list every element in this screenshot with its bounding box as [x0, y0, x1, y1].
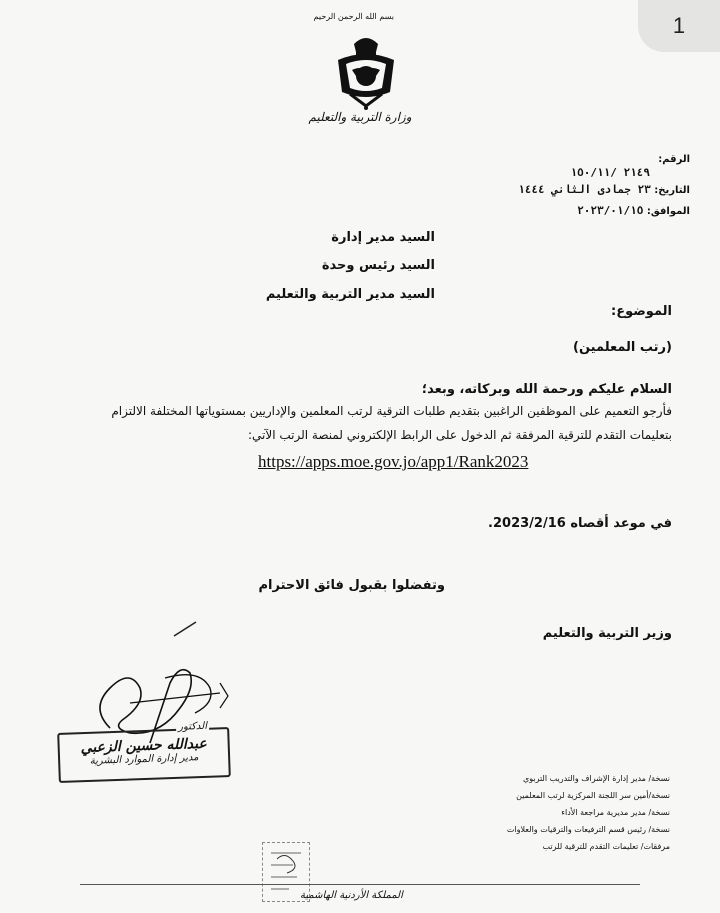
copy-item: نسخة/ رئيس قسم الترفيعات والترقيات والعلاوات — [506, 825, 670, 834]
signature-slash-mark — [170, 618, 200, 640]
crest-top-calligraphy: بسم الله الرحمن الرحيم — [313, 12, 394, 21]
deadline-line: في موعد أقصاه 2023/2/16. — [488, 516, 672, 531]
recipient-3: السيد مدير التربية والتعليم — [265, 287, 435, 302]
reference-date-label: التاريخ: — [654, 185, 690, 196]
recipient-1: السيد مدير إدارة — [331, 230, 435, 245]
reference-number-label: الرقم: — [658, 154, 690, 165]
stamp-name: عبدالله حسين الزعبي — [80, 735, 207, 757]
reference-corresponds-label: الموافق: — [646, 206, 690, 217]
subject-text: (رتب المعلمين) — [573, 340, 672, 355]
footer-divider — [80, 884, 640, 885]
ministry-name: وزارة التربية والتعليم — [308, 110, 412, 124]
signatory-title: وزير التربية والتعليم — [542, 626, 672, 641]
reference-number-value: ٢١٤٩ /١٥٠/١١ — [570, 166, 650, 179]
stamp-title: الدكتور — [178, 720, 208, 733]
attachments-item: مرفقات/ تعليمات التقدم للترقية للرتب — [542, 842, 670, 851]
reference-corresponds-row — [480, 204, 690, 217]
footer-text: المملكة الأردنية الهاشمية — [300, 890, 403, 901]
closing-line: وتفضلوا بقبول فائق الاحترام — [258, 578, 445, 593]
reference-corresponds-value: ٢٠٢٣/٠١/١٥ — [577, 204, 644, 217]
copy-item: نسخة/ مدير مديرية مراجعة الأداء — [561, 808, 670, 817]
salutation: السلام عليكم ورحمة الله وبركاته، وبعد؛ — [421, 382, 672, 397]
stamp-role: مدير إدارة الموارد البشرية — [89, 752, 199, 767]
copy-item: نسخة/أمين سر اللجنة المركزية لرتب المعلمين — [516, 791, 670, 800]
recipient-2: السيد رئيس وحدة — [321, 258, 435, 273]
reference-date-value: ٢٣ جمادى الثاني ١٤٤٤ — [518, 183, 651, 196]
reference-number-value-row — [480, 166, 690, 179]
body-paragraph-1: فأرجو التعميم على الموظفين الراغبين بتقديم طلبات الترقية لرتب المعلمين والإداريين بمستوياتها المختلفة الالتزام — [111, 404, 672, 418]
copies-list — [410, 770, 670, 855]
body-paragraph-2: بتعليمات التقدم للترقية المرفقة ثم الدخول على الرابط الإلكتروني لمنصة الرتب الآتي: — [247, 428, 672, 442]
copy-item: نسخة/ مدير إدارة الإشراف والتدريب التربوي — [522, 774, 670, 783]
reference-date-row — [480, 183, 690, 196]
page-number-badge — [638, 0, 720, 52]
subject-label: الموضوع: — [611, 304, 672, 319]
reference-number-row — [480, 152, 690, 165]
page-number: 1 — [672, 13, 686, 38]
jordan-crest-icon — [330, 30, 402, 110]
official-name-stamp — [57, 720, 231, 783]
rank-platform-link[interactable]: https://apps.moe.gov.jo/app1/Rank2023 — [258, 452, 529, 471]
